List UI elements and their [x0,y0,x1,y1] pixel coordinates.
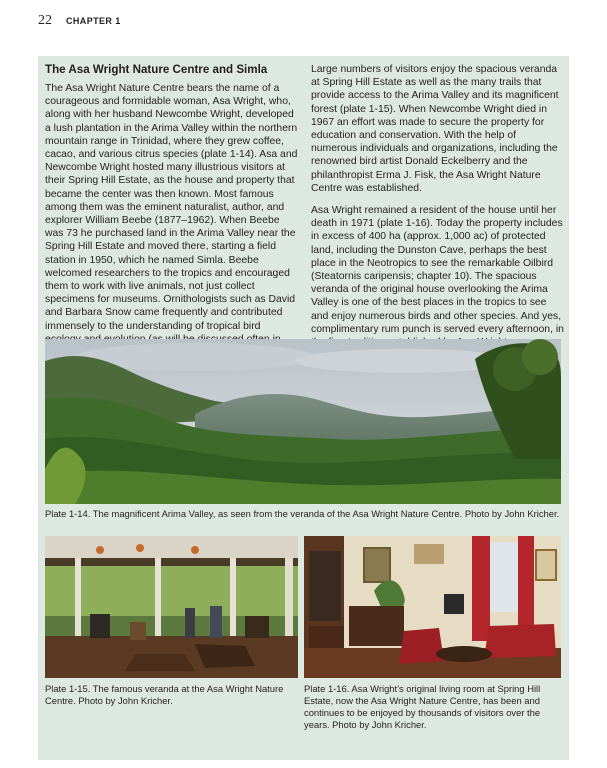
box-title: The Asa Wright Nature Centre and Simla [45,63,268,76]
feature-box [38,56,569,760]
paragraph: Large numbers of visitors enjoy the spacious veranda at Spring Hill Estate as well as the many trails that provide access to the Arima Valley and its magnificent forest (plate 1-15). When Newcombe Wright died in 1967 an effort was made to secure the property for education and conservation. With the help of numerous individuals and organizations, including the renowned bird artist Donald Eckelberry and the philanthropist Erma J. Fisk, the Asa Wright Nature Centre was established. [311,64,559,194]
right-text-column [311,63,564,358]
paragraph: The Asa Wright Nature Centre bears the name of a courageous and formidable woman, Asa Wright, who, along with her husband Newcombe Wright, developed a lush plantation in the Arima Valley within the northern mountain range in Trinidad, where they grew coffee, cacao, and various citrus species (plate 1-14). Asa and Newcombe Wright hosted many illustrious visitors at their Spring Hill Estate, as the house and property that became the center was then known. Most famous among them was the eminent naturalist, author, and explorer William Beebe (1877–1962). When Beebe was 73 he purchased land in the Arima Valley near the Spring Hill Estate and moved there, starting a field station in 1950, which he named Simla. Beebe welcomed researchers to the tropics and encouraged them to work with live animals, not just collect specimens for museums. Ornithologists such as David and Barbara Snow came frequently and contributed immensely to the understanding of tropical bird [45,83,298,332]
paragraph: Asa Wright remained a resident of the house until her death in 1971 (plate 1-16). Today the property includes in excess of 400 ha (approx. 1,000 ac) of protected land, including the Dunston Cave, perhaps the best place in the Neotropics to see the remarkable Oilbird (Steatornis caripensis; chapter 10). The spacious veranda of the original house overlooking the Arima Valley is one of the best places in the tropics to see and enjoy numerous birds and other species. And yes, complimentary rum punch is served every afternoon, in [311,205,564,335]
plate-1-16-caption: Plate 1-16. Asa Wright’s original living room at Spring Hill Estate, now the Asa Wright Nature Centre, has been and continues to be enjoyed by thousands of visitors over the years. Photo by John Kricher. [304,683,541,730]
veranda-photo [45,536,298,678]
page-header [38,13,121,29]
plate-1-15-caption: Plate 1-15. The famous veranda at the Asa Wright Nature Centre. Photo by John Kricher. [45,683,284,706]
living-room-photo [304,536,561,678]
chapter-label: CHAPTER 1 [66,16,121,26]
left-text-column [45,63,298,368]
plate-1-14-caption: Plate 1-14. The magnificent Arima Valley, as seen from the veranda of the Asa Wright Nature Centre. Photo by John Kricher. [45,508,560,519]
page-number: 22 [38,13,52,28]
arima-valley-photo [45,339,561,504]
